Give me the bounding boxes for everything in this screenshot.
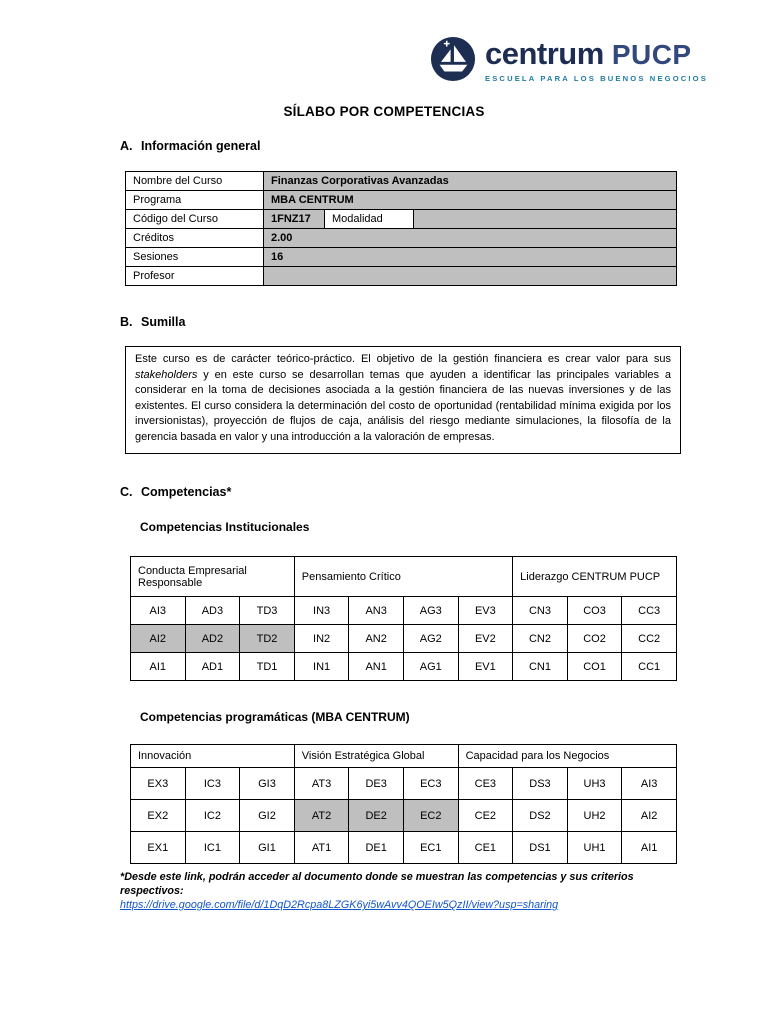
competency-cell: GI1 [240, 832, 295, 864]
competency-cell: EC1 [403, 832, 458, 864]
competency-cell: CE3 [458, 768, 513, 800]
competency-cell: AD3 [185, 597, 240, 625]
drive-link[interactable]: https://drive.google.com/file/d/1DqD2Rcpa8LZGK6yi5wAvv4QOEIw5QzII/view?usp=sharing [120, 899, 559, 911]
competency-cell: CO2 [567, 625, 622, 653]
table-row [126, 267, 677, 286]
info-value-modalidad [414, 210, 677, 229]
competency-cell: UH1 [567, 832, 622, 864]
section-c-label: Competencias* [141, 485, 232, 499]
competency-cell: TD1 [240, 653, 295, 681]
competency-cell: IC2 [185, 800, 240, 832]
competency-cell: CN2 [513, 625, 568, 653]
table-row [126, 210, 677, 229]
table-row [126, 248, 677, 267]
group-header: Capacidad para los Negocios [458, 745, 676, 768]
info-value: 1FNZ17 [264, 210, 325, 229]
table-row [131, 832, 677, 864]
section-heading-b [120, 315, 185, 329]
competency-cell: DE3 [349, 768, 404, 800]
info-value [264, 267, 677, 286]
brand-centrum: centrum [485, 36, 604, 71]
competency-cell: DS2 [513, 800, 568, 832]
footnote [120, 871, 676, 913]
competency-cell: AN2 [349, 625, 404, 653]
competency-cell: IN3 [294, 597, 349, 625]
competency-cell: EX2 [131, 800, 186, 832]
competency-cell: EV2 [458, 625, 513, 653]
info-label: Nombre del Curso [126, 172, 264, 191]
group-header: Pensamiento Crítico [294, 557, 512, 597]
competencias-programaticas-table [130, 744, 677, 864]
competency-cell: AG1 [403, 653, 458, 681]
section-heading-a [120, 139, 260, 153]
logo-text [485, 36, 708, 83]
section-c-prefix: C. [120, 485, 133, 499]
competency-cell: EV1 [458, 653, 513, 681]
competency-cell: AN3 [349, 597, 404, 625]
group-header-row [131, 745, 677, 768]
competency-cell: CE1 [458, 832, 513, 864]
competency-cell: CC1 [622, 653, 677, 681]
centrum-ship-icon [430, 36, 476, 82]
group-header-row [131, 557, 677, 597]
competency-cell: CO1 [567, 653, 622, 681]
competency-cell-highlighted: EC2 [403, 800, 458, 832]
group-header: Conducta Empresarial Responsable [131, 557, 295, 597]
table-row [126, 191, 677, 210]
section-a-prefix: A. [120, 139, 133, 153]
competency-cell: CE2 [458, 800, 513, 832]
sumilla-box [125, 346, 681, 454]
competency-cell: AI3 [622, 768, 677, 800]
table-row [131, 768, 677, 800]
competency-cell: TD3 [240, 597, 295, 625]
info-label: Código del Curso [126, 210, 264, 229]
competency-cell: AI1 [131, 653, 186, 681]
footnote-text: *Desde este link, podrán acceder al documento donde se muestran las competencias y sus criterios respectivos: [120, 871, 634, 897]
section-b-label: Sumilla [141, 315, 186, 329]
table-row [126, 172, 677, 191]
competency-cell: EC3 [403, 768, 458, 800]
sumilla-italic-word: stakeholders [135, 368, 198, 381]
competency-cell: AG2 [403, 625, 458, 653]
section-a-label: Información general [141, 139, 261, 153]
table-row [131, 800, 677, 832]
sumilla-text-1: Este curso es de carácter teórico-práctico. El objetivo de la gestión financiera es crear valor para sus [135, 353, 671, 365]
competency-cell: AT1 [294, 832, 349, 864]
competency-cell: DS3 [513, 768, 568, 800]
info-label-modalidad: Modalidad [325, 210, 414, 229]
competency-cell-highlighted: AT2 [294, 800, 349, 832]
info-value: 2.00 [264, 229, 677, 248]
brand-pucp: PUCP [611, 39, 692, 70]
centrum-pucp-logo [430, 36, 708, 83]
competency-cell: EV3 [458, 597, 513, 625]
section-b-prefix: B. [120, 315, 133, 329]
competency-cell: AT3 [294, 768, 349, 800]
info-table [125, 171, 677, 286]
competency-cell: CC2 [622, 625, 677, 653]
competency-cell: CO3 [567, 597, 622, 625]
subheading-programaticas: Competencias programáticas (MBA CENTRUM) [140, 710, 410, 724]
competency-cell: DE1 [349, 832, 404, 864]
competency-cell: CN3 [513, 597, 568, 625]
table-row [131, 653, 677, 681]
info-label: Créditos [126, 229, 264, 248]
competency-cell: AN1 [349, 653, 404, 681]
sumilla-text-2: y en este curso se desarrollan temas que ayuden a identificar las principales variables a considerar en la toma de decisiones asociada a la gestión financiera de las nuevas inversiones y de las existentes. El curso considera la determinación del costo de oportunidad (rentabilidad mínima exigida por los inversionistas), proyección de flujos de caja, análisis del riesgo mediante simulaciones, la filosofía de la gerencia basada en valor y una introducción a la valoración de empresas. [135, 368, 671, 443]
competency-cell-highlighted: DE2 [349, 800, 404, 832]
competency-cell: AI3 [131, 597, 186, 625]
logo-tagline: ESCUELA PARA LOS BUENOS NEGOCIOS [485, 74, 708, 83]
competency-cell: UH3 [567, 768, 622, 800]
group-header: Visión Estratégica Global [294, 745, 458, 768]
competency-cell: CN1 [513, 653, 568, 681]
competency-cell: DS1 [513, 832, 568, 864]
info-label: Sesiones [126, 248, 264, 267]
competency-cell: EX1 [131, 832, 186, 864]
info-value: 16 [264, 248, 677, 267]
info-label: Profesor [126, 267, 264, 286]
competency-cell: AI1 [622, 832, 677, 864]
subheading-institucionales: Competencias Institucionales [140, 520, 310, 534]
info-value: Finanzas Corporativas Avanzadas [264, 172, 677, 191]
table-row [131, 625, 677, 653]
competency-cell: GI3 [240, 768, 295, 800]
competency-cell: IN1 [294, 653, 349, 681]
info-label: Programa [126, 191, 264, 210]
table-row [126, 229, 677, 248]
document-title: SÍLABO POR COMPETENCIAS [283, 104, 485, 119]
competency-cell: IC1 [185, 832, 240, 864]
competency-cell-highlighted: AI2 [131, 625, 186, 653]
competency-cell: AG3 [403, 597, 458, 625]
group-header: Innovación [131, 745, 295, 768]
competency-cell-highlighted: TD2 [240, 625, 295, 653]
competency-cell: CC3 [622, 597, 677, 625]
competency-cell: IC3 [185, 768, 240, 800]
competency-cell: IN2 [294, 625, 349, 653]
competency-cell: UH2 [567, 800, 622, 832]
competency-cell: EX3 [131, 768, 186, 800]
group-header: Liderazgo CENTRUM PUCP [513, 557, 677, 597]
section-heading-c [120, 485, 231, 499]
competency-cell-highlighted: AD2 [185, 625, 240, 653]
competency-cell: GI2 [240, 800, 295, 832]
competency-cell: AD1 [185, 653, 240, 681]
competencias-institucionales-table [130, 556, 677, 681]
competency-cell: AI2 [622, 800, 677, 832]
info-value: MBA CENTRUM [264, 191, 677, 210]
table-row [131, 597, 677, 625]
